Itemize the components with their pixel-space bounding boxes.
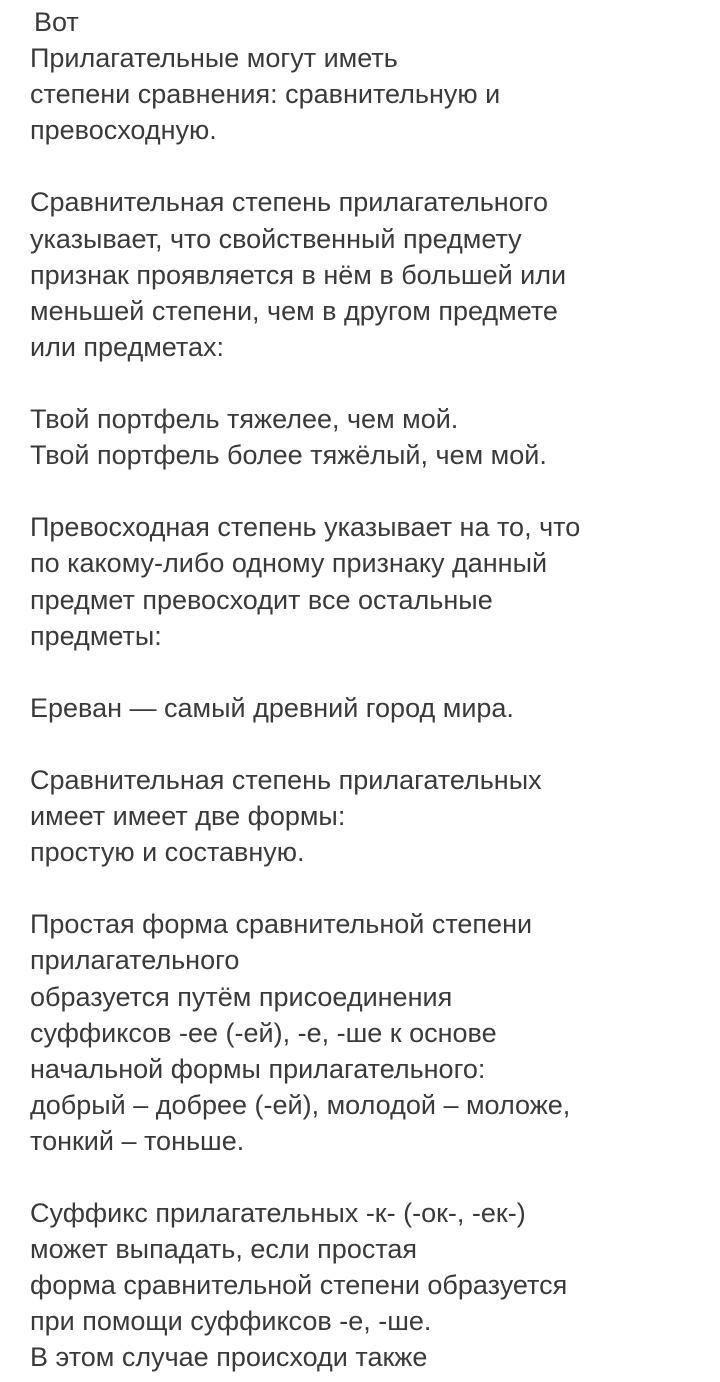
document-text: [30, 4, 714, 1376]
paragraph-superlative-definition: [30, 509, 714, 653]
paragraph-gap: [30, 870, 714, 906]
text-line: предметы:: [30, 620, 162, 651]
text-line: меньшей степени, чем в другом предмете: [30, 295, 558, 326]
paragraph-superlative-example: [30, 690, 714, 726]
text-line: суффиксов -ее (-ей), -е, -ше к основе: [30, 1017, 497, 1048]
text-line: В этом случае происходи также: [30, 1342, 428, 1373]
text-line: может выпадать, если простая: [30, 1234, 418, 1265]
paragraph-comparative-forms: [30, 762, 714, 870]
text-line: Прилагательные могут иметь: [30, 43, 398, 74]
paragraph-suffix-note: [30, 1195, 714, 1375]
paragraph-intro: [30, 4, 714, 148]
text-line: Вот: [34, 7, 79, 37]
text-line: по какому-либо одному признаку данный: [30, 548, 548, 579]
paragraph-comparative-definition: [30, 184, 714, 364]
text-line: Твой портфель тяжелее, чем мой.: [30, 404, 459, 435]
text-line: простую и составную.: [30, 837, 305, 868]
text-line: Твой портфель более тяжёлый, чем мой.: [30, 440, 547, 471]
text-line: прилагательного: [30, 945, 240, 976]
paragraph-comparative-examples: [30, 401, 714, 473]
text-line: признак проявляется в нём в большей или: [30, 259, 567, 290]
paragraph-gap: [30, 148, 714, 184]
paragraph-gap: [30, 654, 714, 690]
text-line: имеет имеет две формы:: [30, 801, 346, 832]
text-line: предмет превосходит все остальные: [30, 584, 493, 615]
text-line: степени сравнения: сравнительную и: [30, 79, 501, 110]
text-line: Суффикс прилагательных -к- (-ок-, -ек-): [30, 1198, 526, 1229]
text-line: образуется путём присоединения: [30, 981, 453, 1012]
text-line: Простая форма сравнительной степени: [30, 909, 533, 940]
text-line: начальной формы прилагательного:: [30, 1053, 486, 1084]
paragraph-gap: [30, 726, 714, 762]
text-line: Ереван — самый древний город мира.: [30, 692, 514, 723]
text-line: Превосходная степень указывает на то, что: [30, 512, 581, 543]
text-line: превосходную.: [30, 115, 217, 146]
text-line: добрый – добрее (-ей), молодой – моложе,: [30, 1089, 571, 1120]
text-line: Сравнительная степень прилагательного: [30, 187, 548, 218]
text-line: Сравнительная степень прилагательных: [30, 764, 542, 795]
text-line: или предметах:: [30, 331, 224, 362]
text-line: при помощи суффиксов -е, -ше.: [30, 1306, 432, 1337]
text-line: указывает, что свойственный предмету: [30, 223, 522, 254]
paragraph-gap: [30, 473, 714, 509]
text-line: тонкий – тоньше.: [30, 1125, 245, 1156]
paragraph-gap: [30, 365, 714, 401]
text-line: форма сравнительной степени образуется: [30, 1270, 568, 1301]
paragraph-simple-form: [30, 906, 714, 1159]
paragraph-gap: [30, 1159, 714, 1195]
